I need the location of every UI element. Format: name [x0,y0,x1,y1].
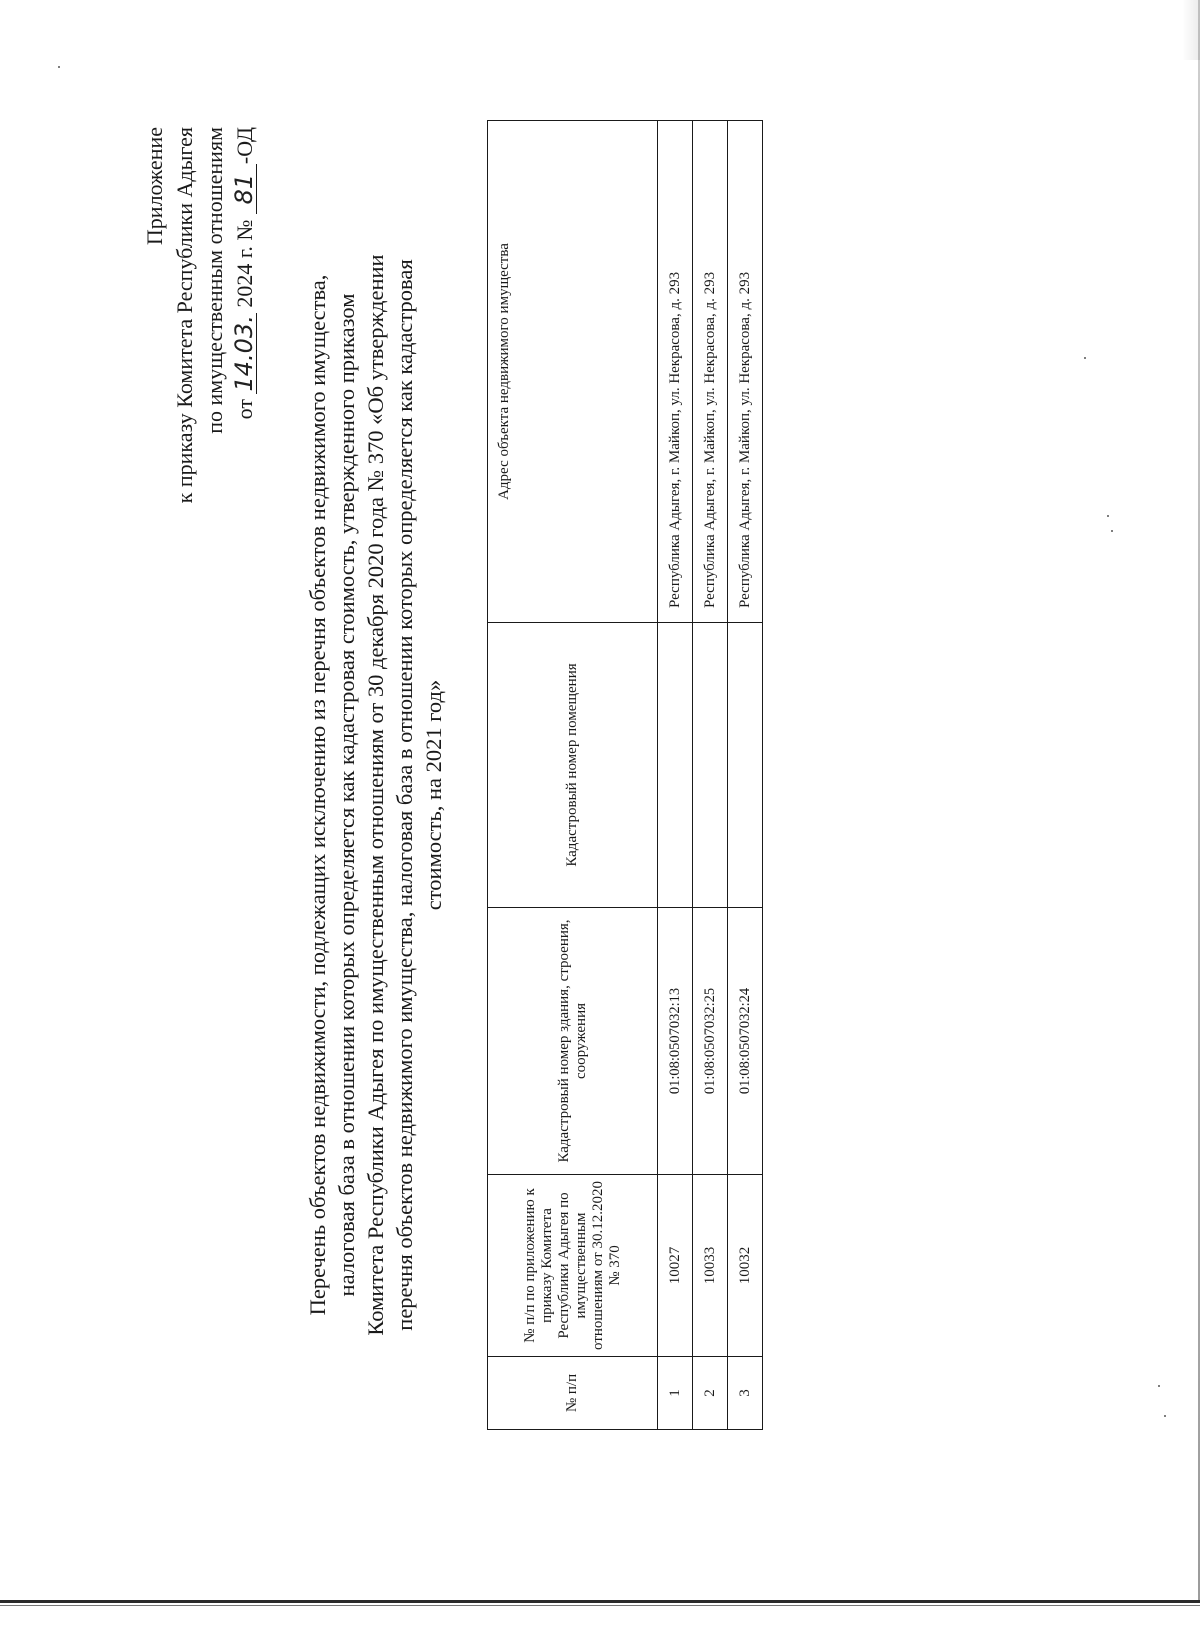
cell-room-cadastral [693,623,728,908]
document-title [303,235,448,1355]
cell-building-cadastral: 01:08:0507032:24 [728,908,763,1175]
cell-appendix-num: 10033 [693,1175,728,1357]
table-header-row [488,121,658,1430]
title-line-1: Перечень объектов недвижимости, подлежащих исключению из перечня объектов недвижимого имущества, [305,274,330,1316]
cell-address: Республика Адыгея, г. Майкоп, ул. Некрасова, д. 293 [728,121,763,623]
header-building-cadastral: Кадастровый номер здания, строения, сооружения [488,908,658,1175]
document-page [50,55,1150,1555]
cell-appendix-num: 10032 [728,1175,763,1357]
page-edge-shadow [1182,0,1200,60]
cell-appendix-num: 10027 [658,1175,693,1357]
appendix-header [140,127,260,503]
header-num: № п/п [488,1357,658,1430]
cell-building-cadastral: 01:08:0507032:25 [693,908,728,1175]
header-appendix-num: № п/п по приложению к приказу Комитета Республики Адыгея по имущественным отношениям от 30.12.2020 № 370 [488,1175,658,1357]
appendix-line-1: к приказу Комитета Республики Адыгея [172,127,197,504]
cell-num: 3 [728,1357,763,1430]
cell-room-cadastral [728,623,763,908]
scan-bottom-border [0,1600,1200,1647]
header-room-cadastral: Кадастровый номер помещения [488,623,658,908]
cell-num: 1 [658,1357,693,1430]
table-row [728,121,763,1430]
handwritten-order-number: 81 [232,164,257,214]
cell-address: Республика Адыгея, г. Майкоп, ул. Некрасова, д. 293 [693,121,728,623]
scan-speck [1164,1415,1166,1417]
table-row [693,121,728,1430]
header-address: Адрес объекта недвижимого имущества [488,121,658,623]
cell-building-cadastral: 01:08:0507032:13 [658,908,693,1175]
cell-address: Республика Адыгея, г. Майкоп, ул. Некрасова, д. 293 [658,121,693,623]
table-row [658,121,693,1430]
appendix-line-3 [230,127,260,503]
appendix-order-suffix: -ОД [232,127,257,165]
title-line-4: перечня объектов недвижимого имущества, налоговая база в отношении которых определяется как кадастровая [392,259,417,1331]
appendix-line-2: по имущественным отношениям [202,127,227,434]
scan-speck [1158,1385,1160,1387]
objects-table [487,120,763,1430]
appendix-year: 2024 г. № [232,219,257,308]
title-line-2: налоговая база в отношении которых определяется как кадастровая стоимость, утвержденного приказом [334,293,359,1297]
appendix-date-prefix: от [232,399,257,420]
title-line-5: стоимость, на 2021 год» [421,679,446,911]
appendix-title: Приложение [142,127,167,246]
cell-num: 2 [693,1357,728,1430]
cell-room-cadastral [658,623,693,908]
title-line-3: Комитета Республики Адыгея по имущественным отношениям от 30 декабря 2020 года № 370 «Об утверждении [363,254,388,1336]
handwritten-date: 14.03. [230,315,258,392]
